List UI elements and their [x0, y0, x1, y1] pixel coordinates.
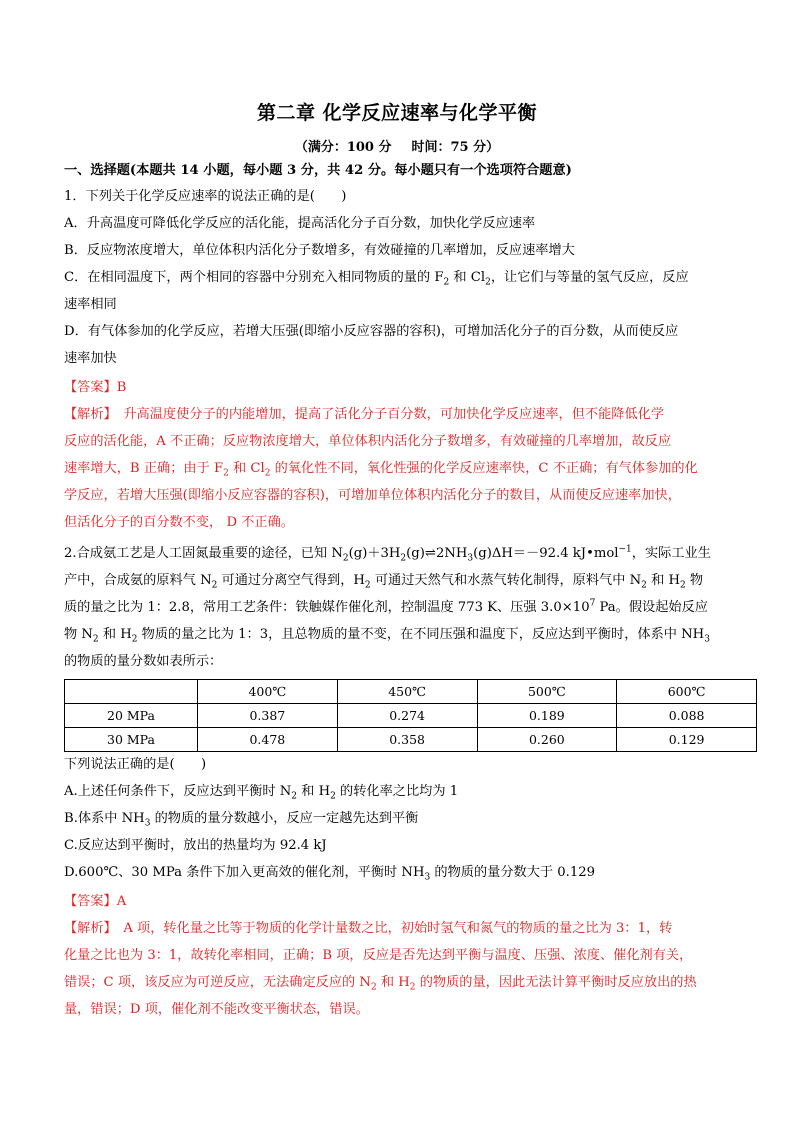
q2-analysis-line4: 量，错误；D 项，催化剂不能改变平衡状态，错误。	[64, 1002, 369, 1017]
q2-option-d: D.600℃、30 MPa 条件下加入更高效的催化剂，平衡时 $NH_3$ 的物质的量分数大于 0.129	[64, 865, 596, 883]
table-header-cell: 600℃	[617, 680, 757, 704]
table-cell: 30 MPa	[65, 728, 198, 752]
table-cell: 0.260	[477, 728, 617, 752]
q2-answer: 【答案】A	[64, 894, 127, 909]
q2-analysis-line2: 化量之比也为 3：1，故转化率相同，正确；B 项，反应是否先达到平衡与温度、压强、浓度、催化剂有关，	[64, 948, 693, 963]
table-cell: 0.387	[198, 704, 338, 728]
table-row	[65, 704, 757, 728]
table-header-row	[65, 680, 757, 704]
q2-option-c: C.反应达到平衡时，放出的热量均为 92.4 kJ	[64, 838, 327, 853]
page-title: 第二章 化学反应速率与化学平衡	[256, 102, 538, 124]
q1-option-c-cont: 速率相同	[64, 297, 117, 312]
q1-analysis-line2: 反应的活化能，A 不正确；反应物浓度增大，单位体积内活化分子数增多，有效碰撞的几率增加，故反应	[64, 434, 672, 449]
q1-option-a: A．升高温度可降低化学反应的活化能，提高活化分子百分数，加快化学反应速率	[64, 216, 536, 231]
q2-option-a: A.上述任何条件下，反应达到平衡时 $N_2$ 和 $H_2$ 的转化率之比均为 1	[64, 784, 459, 802]
table-cell: 20 MPa	[65, 704, 198, 728]
q2-question: 下列说法正确的是( )	[64, 757, 207, 772]
table-cell: 0.189	[477, 704, 617, 728]
full-score: （满分：100 分	[294, 140, 392, 155]
time-limit: 时间：75 分）	[411, 140, 500, 155]
q2-analysis-line3: 错误；C 项，该反应为可逆反应，无法确定反应的 $N_2$ 和 $H_2$ 的物质的量，因此无法计算平衡时反应放出的热	[64, 975, 697, 993]
q2-stem-line4: 物 $N_2$ 和 $H_2$ 物质的量之比为 1：3，且总物质的量不变，在不同压强和温度下，反应达到平衡时，体系中 $NH_3$	[64, 627, 710, 645]
table-cell: 0.129	[617, 728, 757, 752]
q2-stem-line5: 的物质的量分数如表所示：	[64, 654, 223, 669]
table-cell: 0.274	[337, 704, 477, 728]
q1-analysis-line3: 速率增大，B 正确；由于 $F_2$ 和 $Cl_2$ 的氧化性不同，氧化性强的化学反应速率快，C 不正确；有气体参加的化	[64, 461, 698, 479]
section-heading: 一、选择题(本题共 14 小题，每小题 3 分，共 42 分。每小题只有一个选项符合题意)	[64, 163, 572, 178]
q2-stem-line3: 质的量之比为 1：2.8，常用工艺条件：铁触媒作催化剂，控制温度 773 K、压强 $3.0\times 10^7$ Pa。假设起始反应	[64, 598, 708, 615]
q2-stem: 2.合成氨工艺是人工固氮最重要的途径，已知 $N_2(g)+3H_2(g)\rightleftharpoons 2NH_3(g)\Delta H=-92.4$ kJ•mol$^{-1}$，实际工业生	[64, 544, 711, 564]
q1-analysis-line5: 但活化分子的百分数不变， D 不正确。	[64, 515, 294, 530]
exam-info	[0, 136, 794, 155]
q1-option-d: D．有气体参加的化学反应，若增大压强(即缩小反应容器的容积)，可增加活化分子的百分数，从而使反应	[64, 324, 679, 339]
table-row	[65, 728, 757, 752]
table-cell: 0.088	[617, 704, 757, 728]
q1-analysis-line4: 学反应，若增大压强(即缩小反应容器的容积)，可增加单位体积内活化分子的数目，从而使反应速率加快，	[64, 488, 681, 503]
q1-option-c: C．在相同温度下，两个相同的容器中分别充入相同物质的量的 $F_2$ 和 $Cl_2$，让它们与等量的氢气反应，反应	[64, 270, 689, 288]
table-header-cell: 450℃	[337, 680, 477, 704]
q2-stem-line2: 产中，合成氨的原料气 $N_2$ 可通过分离空气得到，$H_2$ 可通过天然气和水蒸气转化制得，原料气中 $N_2$ 和 $H_2$ 物	[64, 573, 704, 591]
table-cell: 0.478	[198, 728, 338, 752]
equilibrium-table	[64, 679, 757, 752]
table-header-cell	[65, 680, 198, 704]
q2-option-b: B.体系中 $NH_3$ 的物质的量分数越小，反应一定越先达到平衡	[64, 811, 419, 829]
table-header-cell: 500℃	[477, 680, 617, 704]
q1-analysis: 【解析】 升高温度使分子的内能增加，提高了活化分子百分数，可加快化学反应速率，但不能降低化学	[64, 407, 665, 422]
q1-option-b: B．反应物浓度增大，单位体积内活化分子数增多，有效碰撞的几率增加，反应速率增大	[64, 243, 575, 258]
q1-option-d-cont: 速率加快	[64, 351, 117, 366]
q2-analysis: 【解析】 A 项，转化量之比等于物质的化学计量数之比，初始时氢气和氮气的物质的量之比为 3：1，转	[64, 921, 673, 936]
table-header-cell: 400℃	[198, 680, 338, 704]
table-cell: 0.358	[337, 728, 477, 752]
q1-answer: 【答案】B	[64, 380, 127, 395]
q1-stem: 1．下列关于化学反应速率的说法正确的是( )	[64, 189, 347, 204]
